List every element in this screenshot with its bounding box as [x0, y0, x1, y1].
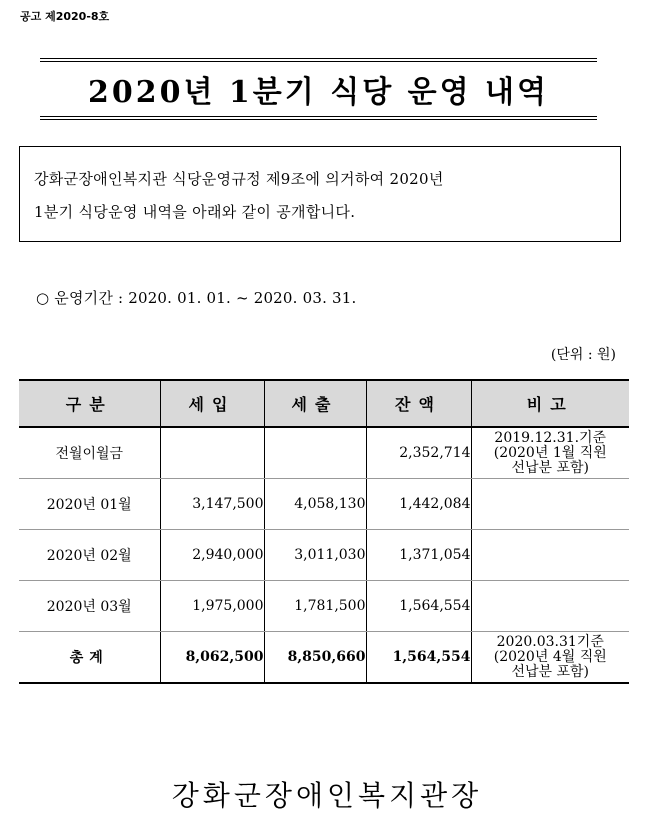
row-label: 2020년 02월: [19, 530, 160, 581]
header-category: 구분: [19, 380, 160, 427]
note-line: 선납분 포함): [511, 459, 590, 476]
header-income: 세입: [160, 380, 264, 427]
row-note: [471, 530, 629, 581]
row-balance: 1,371,054: [366, 530, 471, 581]
total-balance: 1,564,554: [366, 632, 471, 684]
total-income: 8,062,500: [160, 632, 264, 684]
row-label: 2020년 03월: [19, 581, 160, 632]
row-note: [471, 479, 629, 530]
row-income: 1,975,000: [160, 581, 264, 632]
total-row: [19, 632, 629, 684]
total-note: [471, 632, 629, 684]
total-label: 총계: [19, 632, 160, 684]
row-note: [471, 581, 629, 632]
row-balance: 1,564,554: [366, 581, 471, 632]
note-line: 2020.03.31기준: [496, 633, 604, 650]
note-line: 2019.12.31.기준: [494, 429, 607, 446]
notice-box: [19, 146, 621, 242]
notice-line-1: 강화군장애인복지관 식당운영규정 제9조에 의거하여 2020년: [34, 170, 444, 188]
row-income: [160, 427, 264, 479]
total-expense: 8,850,660: [264, 632, 366, 684]
table-row: [19, 530, 629, 581]
row-label: 2020년 01월: [19, 479, 160, 530]
table-header-row: [19, 380, 629, 427]
header-note: 비고: [471, 380, 629, 427]
note-line: (2020년 1월 직원: [493, 444, 607, 461]
page-title: 2020년 1분기 식당 운영 내역: [88, 75, 549, 110]
document-number: 공고 제2020-8호: [20, 10, 110, 23]
row-balance: 2,352,714: [366, 427, 471, 479]
row-expense: 1,781,500: [264, 581, 366, 632]
row-expense: [264, 427, 366, 479]
row-income: 3,147,500: [160, 479, 264, 530]
table-row: [19, 427, 629, 479]
row-note: [471, 427, 629, 479]
row-income: 2,940,000: [160, 530, 264, 581]
operation-period: ○ 운영기간 : 2020. 01. 01. ~ 2020. 03. 31.: [36, 289, 357, 307]
row-expense: 4,058,130: [264, 479, 366, 530]
signature: 강화군장애인복지관장: [171, 779, 483, 812]
notice-line-2: 1분기 식당운영 내역을 아래와 같이 공개합니다.: [34, 203, 356, 221]
note-line: (2020년 4월 직원: [493, 648, 607, 665]
header-balance: 잔액: [366, 380, 471, 427]
row-balance: 1,442,084: [366, 479, 471, 530]
table-row: [19, 581, 629, 632]
ledger-table: [19, 379, 629, 684]
title-band: [40, 58, 597, 120]
note-line: 선납분 포함): [511, 663, 590, 680]
unit-label: (단위 : 원): [550, 347, 616, 363]
header-expense: 세출: [264, 380, 366, 427]
table-row: [19, 479, 629, 530]
row-label: 전월이월금: [19, 427, 160, 479]
row-expense: 3,011,030: [264, 530, 366, 581]
